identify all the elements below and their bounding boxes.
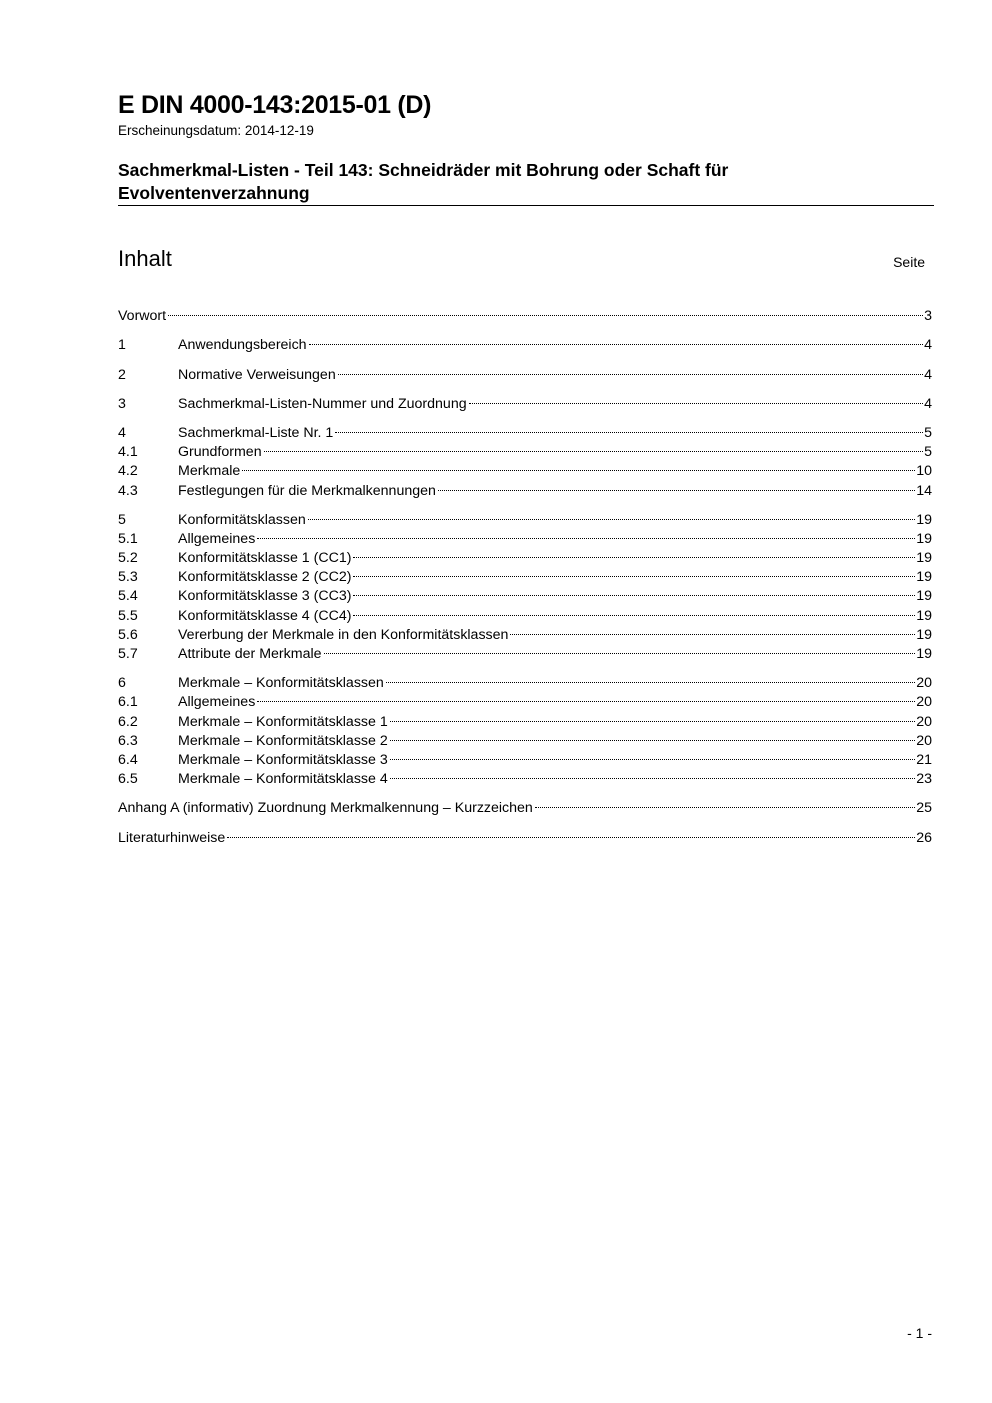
toc-leader-dots: [535, 793, 915, 812]
toc-entry-page: 10: [916, 463, 932, 480]
toc-leader-dots: [338, 359, 923, 378]
toc-entry[interactable]: [118, 543, 932, 567]
toc-entry-page: 25: [916, 800, 932, 817]
toc-entry[interactable]: [118, 726, 932, 749]
toc-entry-number: 4.2: [118, 463, 138, 480]
toc-entry-number: 5.1: [118, 530, 138, 547]
toc-entry-title: Literaturhinweise: [118, 829, 226, 846]
toc-leader-dots: [390, 745, 915, 764]
toc-entry-page: 5: [924, 444, 932, 461]
toc-entry-page: 3: [924, 308, 932, 325]
toc-entry-number: 5.6: [118, 626, 138, 643]
toc-entry[interactable]: [118, 562, 932, 586]
toc-entry-page: 20: [916, 713, 932, 730]
toc-entry-page: 14: [916, 482, 932, 499]
toc-entry-number: 4: [118, 424, 126, 441]
toc-entry-title: Sachmerkmal-Liste Nr. 1: [178, 424, 334, 441]
toc-entry-title: Konformitätsklasse 1 (CC1): [178, 550, 352, 567]
toc-entry-number: 6.3: [118, 732, 138, 749]
toc-entry-title: Merkmale – Konformitätsklasse 4: [178, 771, 388, 788]
toc-entry[interactable]: [118, 524, 932, 547]
toc-entry-number: 6.2: [118, 713, 138, 730]
toc-leader-dots: [353, 562, 915, 581]
toc-entry[interactable]: [118, 745, 932, 768]
toc-entry-number: 5.7: [118, 646, 138, 662]
toc-entry-number: 5.3: [118, 569, 138, 586]
toc-leader-dots: [168, 301, 923, 320]
toc-entry[interactable]: [118, 764, 932, 788]
toc-entry-number: 6: [118, 675, 126, 692]
toc-entry[interactable]: [118, 639, 932, 662]
toc-entry-page: 5: [924, 424, 932, 441]
toc-entry-number: 5: [118, 511, 126, 528]
toc-leader-dots: [353, 600, 915, 619]
toc-entry-number: 5.2: [118, 550, 138, 567]
toc-entry-title: Merkmale – Konformitätsklasse 1: [178, 713, 388, 730]
toc-entry-page: 20: [916, 675, 932, 692]
toc-entry-page: 26: [916, 829, 932, 846]
toc-entry-title: Konformitätsklasse 3 (CC3): [178, 588, 352, 605]
toc-entry-title: Festlegungen für die Merkmalkennungen: [178, 482, 436, 499]
toc-entry-title: Grundformen: [178, 444, 262, 461]
document-title: Sachmerkmal-Listen - Teil 143: Schneidräder mit Bohrung oder Schaft für Evolventenverzahnung: [118, 160, 729, 203]
toc-entry[interactable]: [118, 418, 932, 441]
toc-entry-title: Attribute der Merkmale: [178, 646, 322, 662]
publication-date: Erscheinungsdatum: 2014-12-19: [118, 123, 314, 138]
toc-entry-title: Allgemeines: [178, 694, 256, 711]
toc-entry[interactable]: [118, 600, 932, 624]
toc-entry-number: 5.4: [118, 588, 138, 605]
toc-entry-page: 4: [924, 337, 932, 354]
title-divider: [118, 205, 934, 206]
toc-leader-dots: [390, 726, 915, 745]
toc-entry-page: 23: [916, 771, 932, 788]
document-id: E DIN 4000-143:2015-01 (D): [118, 91, 432, 119]
toc-heading: Inhalt: [118, 246, 172, 271]
toc-entry[interactable]: [118, 330, 932, 354]
toc-entry-page: 4: [924, 366, 932, 383]
toc-leader-dots: [257, 524, 915, 543]
toc-leader-dots: [308, 505, 915, 524]
toc-leader-dots: [324, 639, 916, 658]
toc-entry[interactable]: [118, 437, 932, 461]
toc-entry-title: Merkmale – Konformitätsklassen: [178, 675, 384, 692]
toc-entry[interactable]: [118, 505, 932, 528]
toc-entry-number: 4.1: [118, 444, 138, 461]
toc-entry-title: Sachmerkmal-Listen-Nummer und Zuordnung: [178, 395, 467, 412]
toc-leader-dots: [353, 581, 915, 600]
toc-entry-title: Konformitätsklassen: [178, 511, 306, 528]
toc-entry[interactable]: [118, 668, 932, 692]
toc-entry-page: 19: [916, 530, 932, 547]
toc-entry-title: Merkmale – Konformitätsklasse 2: [178, 732, 388, 749]
toc-entry[interactable]: [118, 793, 932, 817]
toc-entry-number: 6.5: [118, 771, 138, 788]
toc-entry-title: Vorwort: [118, 308, 167, 325]
toc-entry-number: 6.1: [118, 694, 138, 711]
toc-leader-dots: [390, 764, 915, 783]
toc-entry-number: 2: [118, 366, 126, 383]
toc-entry-title: Konformitätsklasse 2 (CC2): [178, 569, 352, 586]
toc-entry[interactable]: [118, 687, 932, 711]
toc-entry-page: 20: [916, 694, 932, 711]
toc-entry[interactable]: [118, 389, 932, 412]
toc-leader-dots: [390, 706, 915, 725]
toc-leader-dots: [386, 668, 915, 687]
toc-entry-number: 4.3: [118, 482, 138, 499]
toc-entry-page: 20: [916, 732, 932, 749]
toc-leader-dots: [309, 330, 924, 349]
toc-entry-number: 5.5: [118, 607, 138, 624]
toc-entry-title: Allgemeines: [178, 530, 256, 547]
toc-leader-dots: [264, 437, 924, 456]
toc-leader-dots: [353, 543, 915, 562]
toc-entry-page: 19: [916, 511, 932, 528]
toc-entry[interactable]: [118, 581, 932, 605]
toc-entry[interactable]: [118, 456, 932, 480]
toc-entry-page: 19: [916, 569, 932, 586]
toc-page-column-label: Seite: [893, 254, 925, 270]
toc-entry-number: 1: [118, 337, 126, 354]
toc-entry-title: Merkmale – Konformitätsklasse 3: [178, 751, 388, 768]
toc-leader-dots: [257, 687, 915, 706]
toc-entry-title: Anhang A (informativ) Zuordnung Merkmalkennung – Kurzzeichen: [118, 800, 533, 817]
toc-entry-title: Vererbung der Merkmale in den Konformitätsklassen: [178, 626, 509, 643]
toc-entry-page: 19: [916, 646, 932, 662]
toc-entry-title: Konformitätsklasse 4 (CC4): [178, 607, 352, 624]
toc-entry[interactable]: [118, 359, 932, 383]
toc-entry[interactable]: [118, 706, 932, 730]
toc-entry-title: Merkmale: [178, 463, 241, 480]
table-of-contents: [118, 301, 932, 846]
toc-leader-dots: [227, 822, 915, 841]
toc-entry-title: Normative Verweisungen: [178, 366, 336, 383]
toc-entry-page: 21: [916, 751, 932, 768]
toc-entry-title: Anwendungsbereich: [178, 337, 307, 354]
toc-entry[interactable]: [118, 475, 932, 499]
toc-entry-page: 19: [916, 550, 932, 567]
toc-leader-dots: [335, 418, 923, 437]
toc-leader-dots: [438, 475, 915, 494]
toc-entry-page: 19: [916, 588, 932, 605]
page-number: - 1 -: [907, 1325, 932, 1341]
toc-entry-number: 3: [118, 395, 126, 412]
toc-leader-dots: [510, 620, 915, 639]
toc-entry-number: 6.4: [118, 751, 138, 768]
toc-entry-page: 4: [924, 395, 932, 412]
toc-leader-dots: [469, 389, 924, 408]
toc-entry-page: 19: [916, 607, 932, 624]
toc-entry[interactable]: [118, 301, 932, 325]
toc-entry[interactable]: [118, 822, 932, 846]
toc-entry-page: 19: [916, 626, 932, 643]
toc-leader-dots: [242, 456, 915, 475]
toc-entry[interactable]: [118, 620, 932, 643]
